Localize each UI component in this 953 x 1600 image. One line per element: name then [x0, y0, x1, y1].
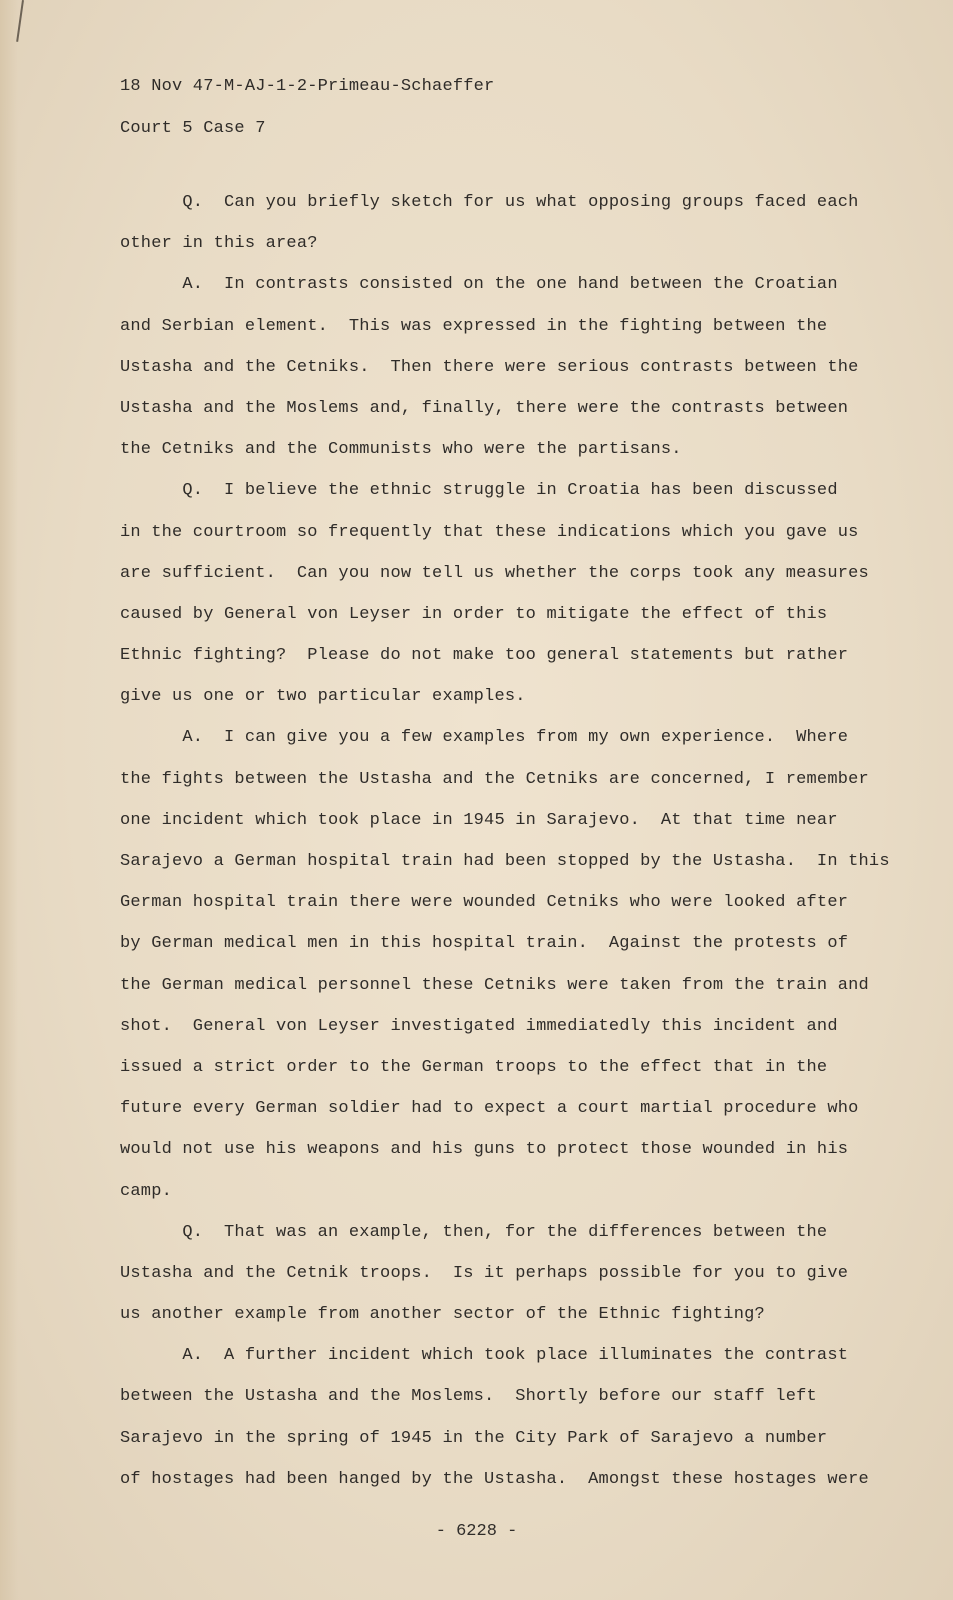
text-line-1: Q. Can you briefly sketch for us what opposing groups faced each [120, 193, 859, 212]
text-line-28: us another example from another sector of the Ethnic fighting? [120, 1305, 765, 1325]
text-line-22: issued a strict order to the German troops to the effect that in the [120, 1057, 828, 1077]
text-line-19: by German medical men in this hospital train. Against the protests of [120, 934, 849, 954]
page-edge-shadow [0, 0, 18, 1600]
text-line-7: the Cetniks and the Communists who were the partisans. [120, 440, 682, 460]
text-line-15: the fights between the Ustasha and the Cetniks are concerned, I remember [120, 769, 869, 789]
text-line-13: give us one or two particular examples. [120, 687, 526, 707]
page-number: - 6228 - [435, 1522, 518, 1541]
text-line-26: Q. That was an example, then, for the differences between the [120, 1222, 828, 1242]
text-line-6: Ustasha and the Moslems and, finally, there were the contrasts between [120, 398, 849, 418]
header-court: Court 5 Case 7 [120, 119, 266, 138]
text-line-17: Sarajevo a German hospital train had been stopped by the Ustasha. In this [120, 852, 890, 871]
text-line-27: Ustasha and the Cetnik troops. Is it perhaps possible for you to give [120, 1263, 849, 1283]
text-line-32: of hostages had been hanged by the Ustasha. Amongst these hostages were [120, 1469, 869, 1489]
text-line-9: in the courtroom so frequently that these indications which you gave us [120, 522, 859, 542]
header-gap [120, 150, 910, 182]
text-line-30: between the Ustasha and the Moslems. Shortly before our staff left [120, 1387, 817, 1407]
text-line-21: shot. General von Leyser investigated immediatedly this incident and [120, 1016, 838, 1036]
text-line-14: A. I can give you a few examples from my own experience. Where [120, 728, 849, 748]
text-line-18: German hospital train there were wounded Cetniks who were looked after [120, 893, 849, 913]
text-line-4: and Serbian element. This was expressed in the fighting between the [120, 316, 828, 336]
text-line-29: A. A further incident which took place illuminates the contrast [120, 1346, 849, 1366]
text-line-20: the German medical personnel these Cetniks were taken from the train and [120, 975, 869, 995]
text-line-25: camp. [120, 1181, 173, 1201]
text-line-10: are sufficient. Can you now tell us whether the corps took any measures [120, 563, 869, 583]
text-line-12: Ethnic fighting? Please do not make too general statements but rather [120, 646, 849, 666]
text-line-16: one incident which took place in 1945 in Sarajevo. At that time near [120, 810, 838, 830]
text-line-31: Sarajevo in the spring of 1945 in the City Park of Sarajevo a number [120, 1428, 828, 1448]
text-line-5: Ustasha and the Cetniks. Then there were serious contrasts between the [120, 357, 859, 377]
text-line-23: future every German soldier had to expect a court martial procedure who [120, 1099, 859, 1119]
text-line-8: Q. I believe the ethnic struggle in Croatia has been discussed [120, 481, 838, 501]
text-line-2: other in this area? [120, 234, 318, 254]
header-reference: 18 Nov 47-M-AJ-1-2-Primeau-Schaeffer [120, 77, 495, 96]
text-line-24: would not use his weapons and his guns to protect those wounded in his [120, 1140, 849, 1160]
text-line-3: A. In contrasts consisted on the one hand between the Croatian [120, 275, 838, 295]
document-text [120, 66, 910, 1500]
text-line-11: caused by General von Leyser in order to mitigate the effect of this [120, 604, 828, 624]
